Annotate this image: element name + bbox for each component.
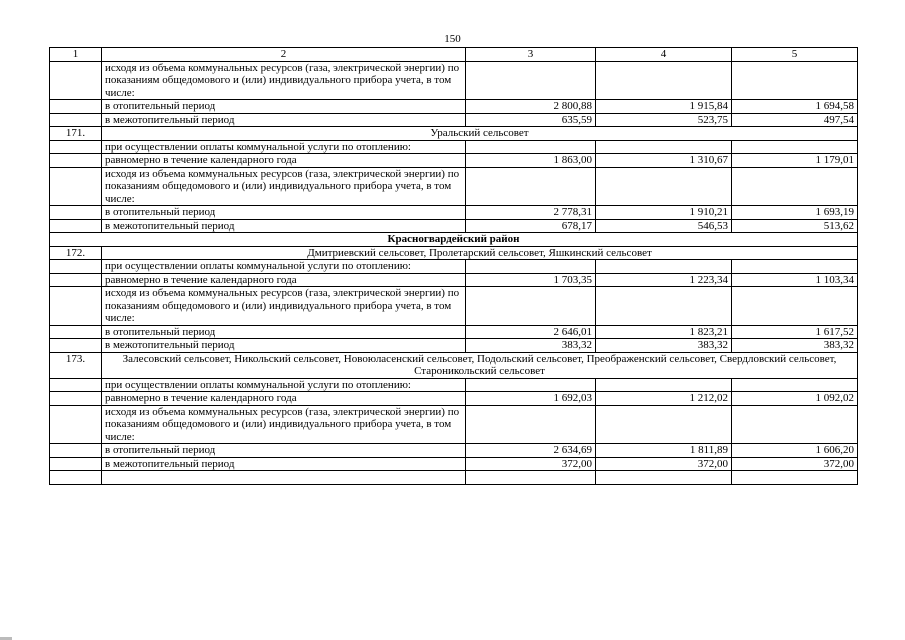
table-row: [50, 339, 858, 353]
value-cell-col3: [466, 378, 596, 392]
header-col-2: 2: [102, 48, 466, 62]
table-row: [50, 61, 858, 100]
value-cell-col3: 383,32: [466, 339, 596, 353]
value-cell-col5: 1 694,58: [732, 100, 858, 114]
value-cell-col4: 1 811,89: [596, 444, 732, 458]
row-description: в отопительный период: [102, 444, 466, 458]
value-cell-col3: 1 863,00: [466, 154, 596, 168]
row-description: в отопительный период: [102, 206, 466, 220]
value-cell-col4: 372,00: [596, 457, 732, 471]
value-cell-col5: [732, 287, 858, 326]
value-cell-col4: [596, 260, 732, 274]
value-cell-col5: [732, 61, 858, 100]
value-cell-col5: [732, 140, 858, 154]
value-cell-col3: [466, 167, 596, 206]
row-description: в межотопительный период: [102, 339, 466, 353]
table-row: [50, 219, 858, 233]
row-number-cell: [50, 287, 102, 326]
value-cell-col5: 497,54: [732, 113, 858, 127]
table-row: [50, 457, 858, 471]
entity-title: Дмитриевский сельсовет, Пролетарский сельсовет, Яшкинский сельсовет: [102, 246, 858, 260]
entity-number: 173.: [50, 352, 102, 378]
value-cell-col3: [466, 405, 596, 444]
value-cell-col5: 1 179,01: [732, 154, 858, 168]
table-row: [50, 100, 858, 114]
row-description: [102, 471, 466, 485]
value-cell-col4: 1 310,67: [596, 154, 732, 168]
row-number-cell: [50, 405, 102, 444]
table-row: [50, 206, 858, 220]
value-cell-col3: [466, 260, 596, 274]
value-cell-col3: 635,59: [466, 113, 596, 127]
table-body: [50, 61, 858, 484]
table-row: [50, 287, 858, 326]
header-col-1: 1: [50, 48, 102, 62]
value-cell-col4: [596, 140, 732, 154]
table-row: [50, 246, 858, 260]
district-title: Красногвардейский район: [50, 233, 858, 247]
row-description: в межотопительный период: [102, 219, 466, 233]
header-col-5: 5: [732, 48, 858, 62]
row-number-cell: [50, 154, 102, 168]
row-description: при осуществлении оплаты коммунальной услуги по отоплению:: [102, 378, 466, 392]
row-number-cell: [50, 378, 102, 392]
row-number-cell: [50, 273, 102, 287]
table-row: [50, 471, 858, 485]
value-cell-col4: [596, 378, 732, 392]
value-cell-col3: 2 646,01: [466, 325, 596, 339]
value-cell-col4: 546,53: [596, 219, 732, 233]
value-cell-col3: 1 692,03: [466, 392, 596, 406]
header-col-4: 4: [596, 48, 732, 62]
table-row: [50, 260, 858, 274]
value-cell-col3: [466, 287, 596, 326]
row-number-cell: [50, 219, 102, 233]
entity-number: 171.: [50, 127, 102, 141]
value-cell-col4: 1 212,02: [596, 392, 732, 406]
value-cell-col5: 372,00: [732, 457, 858, 471]
row-description: в отопительный период: [102, 100, 466, 114]
value-cell-col4: 383,32: [596, 339, 732, 353]
header-row: [50, 48, 858, 62]
value-cell-col4: 1 223,34: [596, 273, 732, 287]
table-row: [50, 154, 858, 168]
row-number-cell: [50, 339, 102, 353]
row-number-cell: [50, 325, 102, 339]
value-cell-col5: [732, 260, 858, 274]
row-number-cell: [50, 167, 102, 206]
value-cell-col4: 1 915,84: [596, 100, 732, 114]
entity-title: Уральский сельсовет: [102, 127, 858, 141]
row-description: равномерно в течение календарного года: [102, 273, 466, 287]
table-row: [50, 325, 858, 339]
value-cell-col4: [596, 167, 732, 206]
value-cell-col5: 513,62: [732, 219, 858, 233]
value-cell-col5: 383,32: [732, 339, 858, 353]
row-description: равномерно в течение календарного года: [102, 392, 466, 406]
row-number-cell: [50, 471, 102, 485]
row-description: исходя из объема коммунальных ресурсов (газа, электрической энергии) по показаниям общедомового и (или) индивидуального прибора учета, в том числе:: [102, 167, 466, 206]
row-description: исходя из объема коммунальных ресурсов (газа, электрической энергии) по показаниям общедомового и (или) индивидуального прибора учета, в том числе:: [102, 287, 466, 326]
value-cell-col5: 1 092,02: [732, 392, 858, 406]
row-description: в межотопительный период: [102, 113, 466, 127]
row-description: при осуществлении оплаты коммунальной услуги по отоплению:: [102, 260, 466, 274]
value-cell-col4: 1 910,21: [596, 206, 732, 220]
value-cell-col4: [596, 287, 732, 326]
row-description: в отопительный период: [102, 325, 466, 339]
value-cell-col5: [732, 405, 858, 444]
page-number: 150: [444, 33, 461, 45]
row-number-cell: [50, 206, 102, 220]
table-row: [50, 405, 858, 444]
value-cell-col3: 2 634,69: [466, 444, 596, 458]
row-number-cell: [50, 140, 102, 154]
row-description: при осуществлении оплаты коммунальной услуги по отоплению:: [102, 140, 466, 154]
row-number-cell: [50, 392, 102, 406]
row-number-cell: [50, 113, 102, 127]
entity-title: Залесовский сельсовет, Никольский сельсовет, Новоюласенский сельсовет, Подольский сельсовет, Преображенский сельсовет, Свердловский сельсовет, Староникольский сельсовет: [102, 352, 858, 378]
value-cell-col5: [732, 471, 858, 485]
value-cell-col3: [466, 471, 596, 485]
table-row: [50, 378, 858, 392]
row-number-cell: [50, 61, 102, 100]
header-col-3: 3: [466, 48, 596, 62]
value-cell-col3: 1 703,35: [466, 273, 596, 287]
value-cell-col5: 1 617,52: [732, 325, 858, 339]
value-cell-col4: 1 823,21: [596, 325, 732, 339]
table-row: [50, 233, 858, 247]
table-row: [50, 392, 858, 406]
row-number-cell: [50, 444, 102, 458]
table-row: [50, 444, 858, 458]
value-cell-col5: 1 103,34: [732, 273, 858, 287]
entity-number: 172.: [50, 246, 102, 260]
tariff-table: [49, 47, 858, 485]
row-number-cell: [50, 100, 102, 114]
value-cell-col3: [466, 140, 596, 154]
value-cell-col4: [596, 471, 732, 485]
value-cell-col4: 523,75: [596, 113, 732, 127]
table-row: [50, 127, 858, 141]
row-description: исходя из объема коммунальных ресурсов (газа, электрической энергии) по показаниям общедомового и (или) индивидуального прибора учета, в том числе:: [102, 61, 466, 100]
value-cell-col5: [732, 378, 858, 392]
value-cell-col3: 678,17: [466, 219, 596, 233]
row-description: исходя из объема коммунальных ресурсов (газа, электрической энергии) по показаниям общедомового и (или) индивидуального прибора учета, в том числе:: [102, 405, 466, 444]
table-row: [50, 113, 858, 127]
value-cell-col3: 2 778,31: [466, 206, 596, 220]
value-cell-col4: [596, 61, 732, 100]
value-cell-col3: [466, 61, 596, 100]
value-cell-col5: [732, 167, 858, 206]
value-cell-col5: 1 606,20: [732, 444, 858, 458]
table-row: [50, 352, 858, 378]
value-cell-col4: [596, 405, 732, 444]
table-row: [50, 140, 858, 154]
value-cell-col5: 1 693,19: [732, 206, 858, 220]
value-cell-col3: 2 800,88: [466, 100, 596, 114]
row-number-cell: [50, 260, 102, 274]
table-row: [50, 167, 858, 206]
value-cell-col3: 372,00: [466, 457, 596, 471]
row-number-cell: [50, 457, 102, 471]
row-description: в межотопительный период: [102, 457, 466, 471]
row-description: равномерно в течение календарного года: [102, 154, 466, 168]
table-row: [50, 273, 858, 287]
